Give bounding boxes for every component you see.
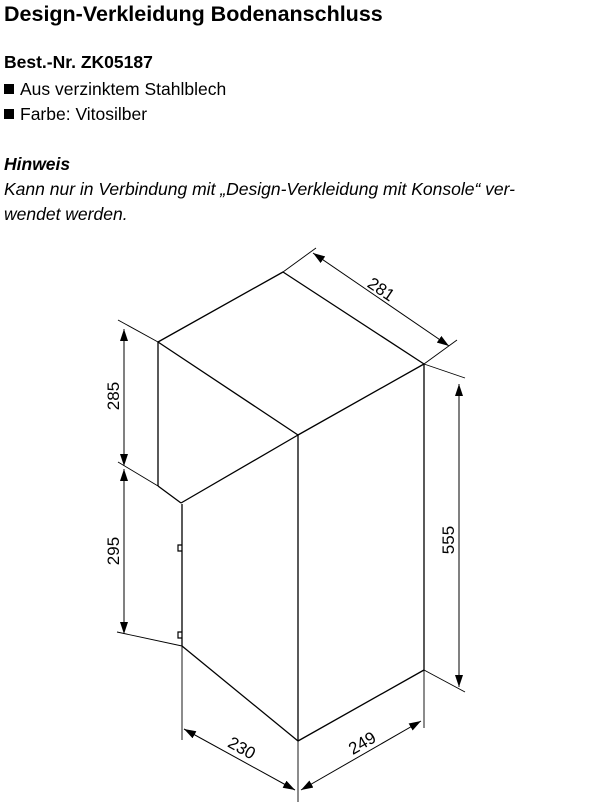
dimension-label-width-right: 249 <box>345 727 380 759</box>
note-text-line: wendet werden. <box>4 204 128 224</box>
order-number: Best.-Nr. ZK05187 <box>4 52 153 72</box>
feature-text: Farbe: Vitosilber <box>20 104 148 124</box>
extension-lines <box>117 248 465 802</box>
bottom-left-edge <box>182 646 298 741</box>
note-text-line: Kann nur in Verbindung mit „Design-Verkleidung mit Konsole“ ver- <box>4 179 515 199</box>
feature-text: Aus verzinktem Stahlblech <box>20 79 227 99</box>
cover-body <box>158 272 424 741</box>
dimension-label-width-left: 230 <box>224 733 259 764</box>
dimension-label-top-depth: 281 <box>364 273 399 306</box>
note-heading: Hinweis <box>4 154 71 174</box>
dimension-label-total-height: 555 <box>439 525 458 555</box>
dimension-line-width-right <box>301 721 421 790</box>
dimension-label-lower-height: 295 <box>104 536 123 566</box>
dimension-labels <box>104 274 458 764</box>
page-title: Design-Verkleidung Bodenanschluss <box>4 2 383 26</box>
left-panel-top-edge <box>158 486 181 503</box>
dimension-label-upper-height: 285 <box>104 381 123 411</box>
left-panel-diagonal-edge <box>181 435 298 503</box>
